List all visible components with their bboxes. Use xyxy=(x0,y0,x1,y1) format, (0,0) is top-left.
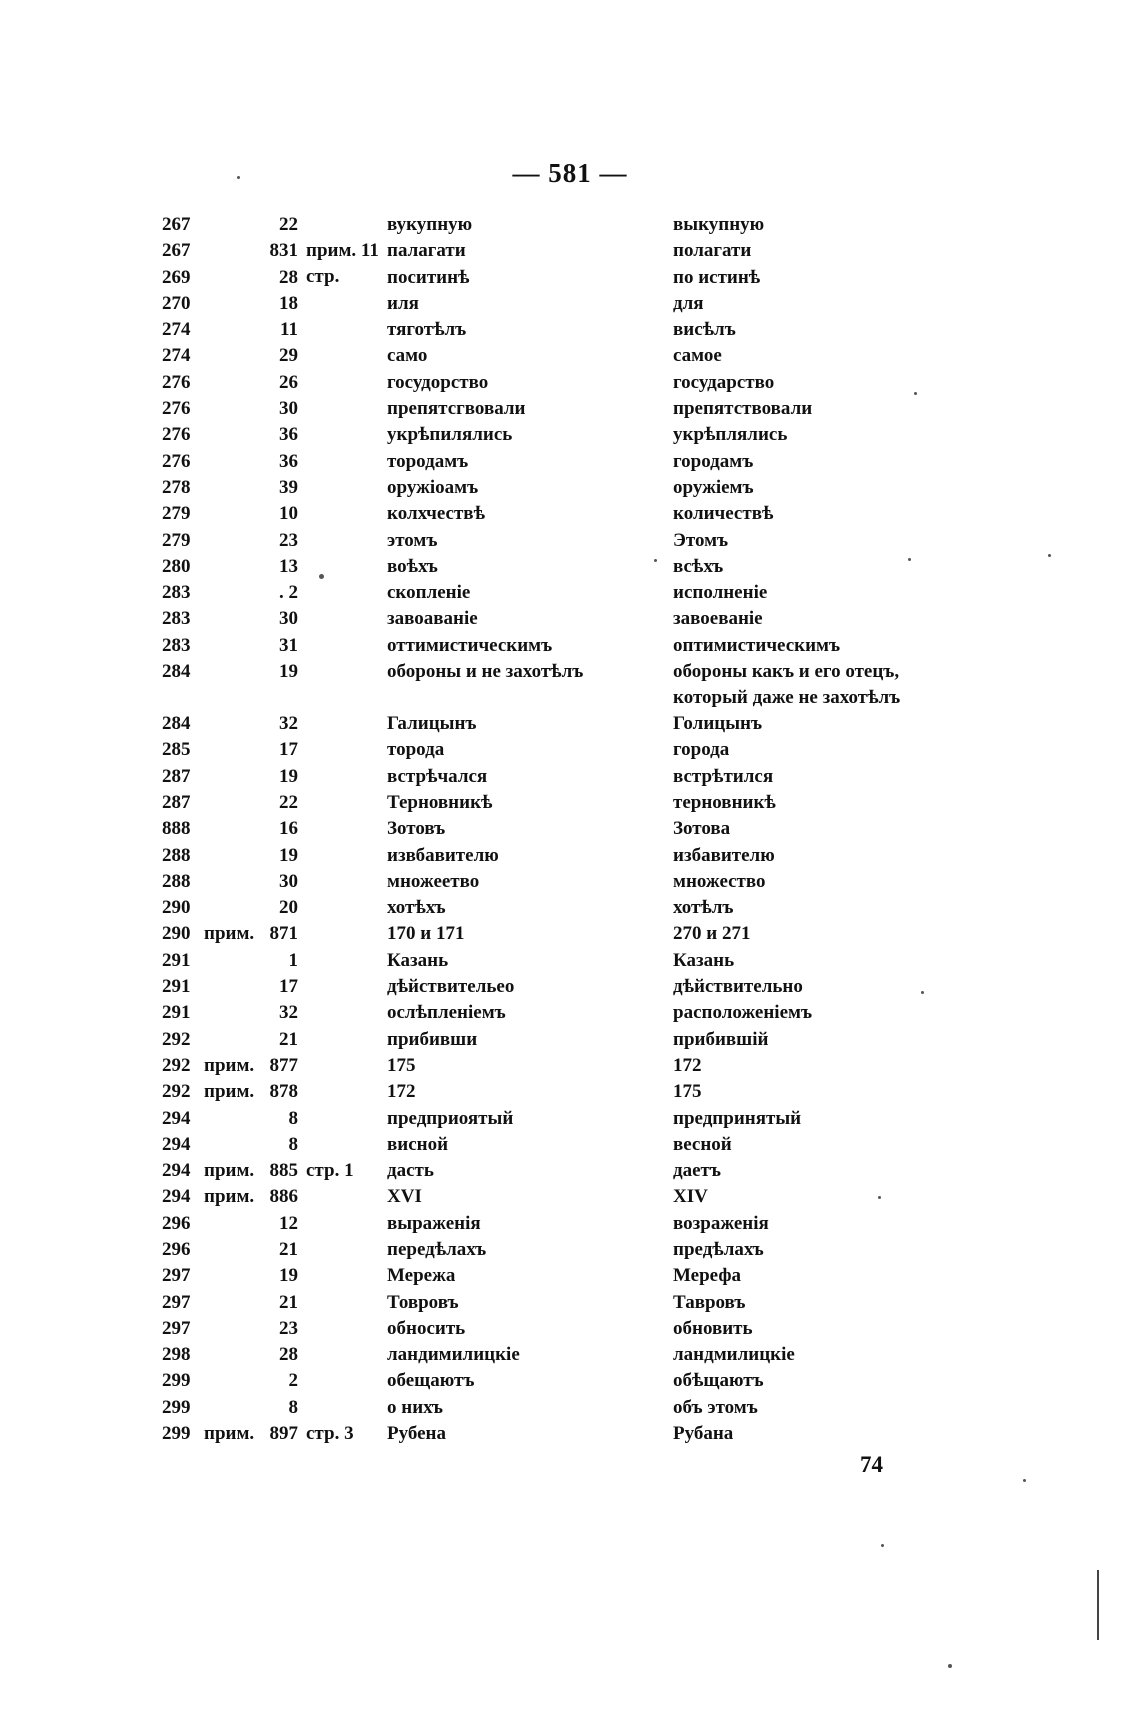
table-row xyxy=(0,580,1140,606)
line-number: 29 xyxy=(279,345,298,367)
page-number: 299 xyxy=(162,1370,191,1392)
page-number: 288 xyxy=(162,870,191,892)
wrong-text: Терновникѣ xyxy=(387,791,493,813)
wrong-text: само xyxy=(387,345,428,367)
correct-text: Рубана xyxy=(673,1423,734,1445)
page-number: 283 xyxy=(162,634,191,656)
table-row xyxy=(0,711,1140,737)
wrong-text: хотѣхъ xyxy=(387,897,446,919)
line-number: 21 xyxy=(279,1291,298,1313)
correct-text: весной xyxy=(673,1133,732,1155)
correct-text: встрѣтился xyxy=(673,765,774,787)
note-label: прим. xyxy=(204,1423,255,1445)
line-number: 20 xyxy=(279,897,298,919)
page-number: 284 xyxy=(162,661,191,683)
page-number: 267 xyxy=(162,240,191,262)
table-row xyxy=(0,1184,1140,1210)
page-number: 285 xyxy=(162,739,191,761)
line-number: 39 xyxy=(279,476,298,498)
wrong-text: предприоятый xyxy=(387,1107,514,1129)
line-number: 19 xyxy=(279,844,298,866)
scan-edge-line xyxy=(1097,1570,1099,1640)
correct-text: города xyxy=(673,739,730,761)
page-number: 274 xyxy=(162,345,191,367)
correct-text: количествѣ xyxy=(673,503,774,525)
table-row xyxy=(0,921,1140,947)
line-number: 21 xyxy=(279,1028,298,1050)
scan-speck xyxy=(878,1196,881,1199)
wrong-text: колхчествѣ xyxy=(387,503,485,525)
table-row xyxy=(0,764,1140,790)
table-row xyxy=(0,528,1140,554)
line-number: 885 xyxy=(269,1160,298,1182)
wrong-text: оттимистическимъ xyxy=(387,634,553,656)
correct-text: всѣхъ xyxy=(673,555,724,577)
wrong-text: скопленіе xyxy=(387,582,471,604)
line-number: 30 xyxy=(279,608,298,630)
page-number: 296 xyxy=(162,1212,191,1234)
page-number: 294 xyxy=(162,1133,191,1155)
table-row xyxy=(0,1132,1140,1158)
line-number: 32 xyxy=(279,1002,298,1024)
page-number: 294 xyxy=(162,1160,191,1182)
page-number: 290 xyxy=(162,897,191,919)
table-row xyxy=(0,1316,1140,1342)
errata-table xyxy=(0,212,1140,1447)
page-title: — 581 — xyxy=(512,158,628,188)
correct-text: Тавровъ xyxy=(673,1291,746,1313)
line-number: 13 xyxy=(279,555,298,577)
correct-text: объ этомъ xyxy=(673,1396,758,1418)
table-row xyxy=(0,1342,1140,1368)
wrong-text: дасть xyxy=(387,1160,434,1182)
table-row xyxy=(0,1421,1140,1447)
wrong-text: обещаютъ xyxy=(387,1370,475,1392)
line-number: 8 xyxy=(288,1396,298,1418)
table-row xyxy=(0,265,1140,291)
table-row xyxy=(0,1027,1140,1053)
page-number: 290 xyxy=(162,923,191,945)
page-number: 298 xyxy=(162,1344,191,1366)
table-row xyxy=(0,291,1140,317)
table-row xyxy=(0,974,1140,1000)
line-number: 23 xyxy=(279,529,298,551)
page-number: 267 xyxy=(162,214,191,235)
table-row xyxy=(0,449,1140,475)
table-row xyxy=(0,1000,1140,1026)
line-number: 26 xyxy=(279,371,298,393)
page-number: 297 xyxy=(162,1265,191,1287)
page-number: 287 xyxy=(162,765,191,787)
table-row xyxy=(0,948,1140,974)
scan-speck xyxy=(921,991,924,994)
wrong-text: Галицынъ xyxy=(387,713,477,735)
line-number: . 2 xyxy=(279,582,298,604)
table-row xyxy=(0,1237,1140,1263)
wrong-text: иля xyxy=(387,292,419,314)
scan-speck xyxy=(948,1664,952,1668)
correct-text: висѣлъ xyxy=(673,319,736,341)
wrong-text: препятсгвовали xyxy=(387,398,526,420)
wrong-text: этомъ xyxy=(387,529,438,551)
page-number: 292 xyxy=(162,1081,191,1103)
correct-text: обновить xyxy=(673,1317,753,1339)
table-row xyxy=(0,737,1140,763)
correct-text: множество xyxy=(673,870,766,892)
wrong-text: Казань xyxy=(387,949,449,971)
line-number: 886 xyxy=(269,1186,298,1208)
scan-speck xyxy=(319,574,324,579)
correct-text: завоеваніе xyxy=(673,608,763,630)
wrong-text: обороны и не захотѣлъ xyxy=(387,661,584,683)
correct-text: дѣйствительно xyxy=(673,976,803,998)
correct-text: по истинѣ xyxy=(673,266,761,288)
wrong-text: Зотовъ xyxy=(387,818,446,840)
line-number: 8 xyxy=(288,1107,298,1129)
table-row xyxy=(0,895,1140,921)
page-number: 280 xyxy=(162,555,191,577)
table-row xyxy=(0,1079,1140,1105)
wrong-text: передѣлахъ xyxy=(387,1238,487,1260)
line-number: 31 xyxy=(279,634,298,656)
extra-ref: стр. 3 xyxy=(306,1423,354,1445)
table-row xyxy=(0,317,1140,343)
line-number: 18 xyxy=(279,292,298,314)
scan-speck xyxy=(237,176,240,179)
line-number: 28 xyxy=(279,1344,298,1366)
wrong-text: встрѣчался xyxy=(387,765,488,787)
correct-text: 172 xyxy=(673,1054,702,1076)
page-number: 297 xyxy=(162,1291,191,1313)
table-row xyxy=(0,370,1140,396)
wrong-text: 170 и 171 xyxy=(387,923,465,945)
wrong-text: поситинѣ xyxy=(387,266,470,288)
scan-speck xyxy=(1023,1479,1026,1482)
table-row xyxy=(0,501,1140,527)
table-row xyxy=(0,1211,1140,1237)
page-number: 288 xyxy=(162,844,191,866)
page-number: 299 xyxy=(162,1396,191,1418)
line-number: 878 xyxy=(269,1081,298,1103)
page-number: 284 xyxy=(162,713,191,735)
line-number: 32 xyxy=(279,713,298,735)
table-row xyxy=(0,869,1140,895)
page-number: 292 xyxy=(162,1028,191,1050)
line-number: 21 xyxy=(279,1238,298,1260)
line-number: 11 xyxy=(280,319,298,341)
wrong-text: завоаваніе xyxy=(387,608,478,630)
scan-speck xyxy=(881,1544,884,1547)
signature-mark: 74 xyxy=(860,1452,883,1477)
correct-text: Этомъ xyxy=(673,529,729,551)
wrong-text: госудорство xyxy=(387,371,489,393)
table-row xyxy=(0,633,1140,659)
page-number: 294 xyxy=(162,1186,191,1208)
line-number: 23 xyxy=(279,1317,298,1339)
table-row xyxy=(0,1053,1140,1079)
correct-text: терновникѣ xyxy=(673,791,776,813)
correct-text: предпринятый xyxy=(673,1107,802,1129)
wrong-text: оружіоамъ xyxy=(387,476,479,498)
line-number: 16 xyxy=(279,818,298,840)
page-number: 296 xyxy=(162,1238,191,1260)
correct-text: оружіемъ xyxy=(673,476,754,498)
wrong-text: вукупную xyxy=(387,214,473,235)
table-row xyxy=(0,1395,1140,1421)
scan-speck xyxy=(914,392,917,395)
line-number: 2 xyxy=(288,1370,298,1392)
wrong-text: тородамъ xyxy=(387,450,469,472)
wrong-text: XVI xyxy=(387,1186,422,1208)
wrong-text: ослѣпленіемъ xyxy=(387,1002,506,1024)
table-row xyxy=(0,1368,1140,1394)
wrong-text: прибивши xyxy=(387,1028,478,1050)
wrong-text: Товровъ xyxy=(387,1291,459,1313)
wrong-text: торода xyxy=(387,739,445,761)
correct-text: хотѣлъ xyxy=(673,897,734,919)
line-number: 28 xyxy=(279,266,298,288)
extra-ref: прим. 11 стр. xyxy=(306,240,379,288)
page-number: 278 xyxy=(162,476,191,498)
table-row xyxy=(0,606,1140,632)
correct-text: для xyxy=(673,292,704,314)
correct-text: XIV xyxy=(673,1186,708,1208)
page-number: 269 xyxy=(162,266,191,288)
wrong-text: 172 xyxy=(387,1081,416,1103)
correct-text: государство xyxy=(673,371,775,393)
line-number: 30 xyxy=(279,398,298,420)
correct-text: Голицынъ xyxy=(673,713,763,735)
page-number: 283 xyxy=(162,608,191,630)
table-row xyxy=(0,475,1140,501)
wrong-text: обносить xyxy=(387,1317,466,1339)
table-row xyxy=(0,396,1140,422)
line-number: 10 xyxy=(279,503,298,525)
page-number: 292 xyxy=(162,1054,191,1076)
wrong-text: Рубена xyxy=(387,1423,446,1445)
line-number: 36 xyxy=(279,424,298,446)
correct-text: полагати xyxy=(673,240,752,262)
wrong-text: извбавителю xyxy=(387,844,499,866)
page-number: 274 xyxy=(162,319,191,341)
correct-text: предѣлахъ xyxy=(673,1238,764,1260)
line-number: 30 xyxy=(279,870,298,892)
correct-text: даетъ xyxy=(673,1160,721,1182)
note-label: прим. xyxy=(204,1186,255,1208)
note-label: прим. xyxy=(204,1054,255,1076)
page-number: 888 xyxy=(162,818,191,840)
line-number: 36 xyxy=(279,450,298,472)
correct-text: Казань xyxy=(673,949,735,971)
page-number: 291 xyxy=(162,976,191,998)
correct-text: расположеніемъ xyxy=(673,1002,813,1024)
page-number: 279 xyxy=(162,503,191,525)
page-number: 276 xyxy=(162,398,191,420)
wrong-text: укрѣпилялись xyxy=(387,424,513,446)
page-number: 299 xyxy=(162,1423,191,1445)
correct-text: выкупную xyxy=(673,214,765,235)
wrong-text: тяготѣлъ xyxy=(387,319,467,341)
page-number: 297 xyxy=(162,1317,191,1339)
extra-ref: стр. 1 xyxy=(306,1160,354,1182)
page-number: 294 xyxy=(162,1107,191,1129)
correct-text: 175 xyxy=(673,1081,702,1103)
table-row xyxy=(0,1158,1140,1184)
wrong-text: Мережа xyxy=(387,1265,456,1287)
note-label: прим. xyxy=(204,923,255,945)
line-number: 19 xyxy=(279,661,298,683)
line-number: 22 xyxy=(279,791,298,813)
wrong-text: выраженія xyxy=(387,1212,481,1234)
correct-text: обѣщаютъ xyxy=(673,1370,764,1392)
scan-speck xyxy=(908,558,911,561)
table-row xyxy=(0,212,1140,238)
line-number: 19 xyxy=(279,1265,298,1287)
correct-text: городамъ xyxy=(673,450,754,472)
table-row xyxy=(0,659,1140,711)
wrong-text: о нихъ xyxy=(387,1396,443,1418)
table-row xyxy=(0,843,1140,869)
note-label: прим. xyxy=(204,1160,255,1182)
wrong-text: дѣйствительео xyxy=(387,976,515,998)
page-number: 287 xyxy=(162,791,191,813)
line-number: 19 xyxy=(279,765,298,787)
table-row xyxy=(0,422,1140,448)
wrong-text: ландимилицкіе xyxy=(387,1344,520,1366)
page-number: 279 xyxy=(162,529,191,551)
line-number: 8 xyxy=(288,1133,298,1155)
correct-text: самое xyxy=(673,345,722,367)
table-row xyxy=(0,790,1140,816)
line-number: 877 xyxy=(269,1054,298,1076)
wrong-text: висной xyxy=(387,1133,449,1155)
scan-speck xyxy=(654,559,657,562)
wrong-text: множеетво xyxy=(387,870,480,892)
table-row xyxy=(0,1106,1140,1132)
note-label: прим. xyxy=(204,1081,255,1103)
line-number: 22 xyxy=(279,214,298,235)
table-row xyxy=(0,343,1140,369)
page-number: 276 xyxy=(162,450,191,472)
correct-text: исполненіе xyxy=(673,582,768,604)
correct-text: прибившій xyxy=(673,1028,769,1050)
correct-text: избавителю xyxy=(673,844,775,866)
correct-text: обороны какъ и его отецъ, xyxy=(673,661,900,683)
correct-text: возраженія xyxy=(673,1212,769,1234)
page-number: 291 xyxy=(162,1002,191,1024)
page-number: 291 xyxy=(162,949,191,971)
correct-text: Мерефа xyxy=(673,1265,741,1287)
correct-text: препятствовали xyxy=(673,398,813,420)
table-row xyxy=(0,1263,1140,1289)
correct-text: 270 и 271 xyxy=(673,923,751,945)
line-number: 12 xyxy=(279,1212,298,1234)
line-number: 17 xyxy=(279,976,298,998)
page-number: 276 xyxy=(162,371,191,393)
correct-text: Зотова xyxy=(673,818,731,840)
correct-text: оптимистическимъ xyxy=(673,634,841,656)
wrong-text: палагати xyxy=(387,240,466,262)
correct-text: укрѣплялись xyxy=(673,424,788,446)
page-number: 276 xyxy=(162,424,191,446)
line-number: 831 xyxy=(269,240,298,262)
wrong-text: воѣхъ xyxy=(387,555,438,577)
correct-text-continuation: который даже не захотѣлъ xyxy=(673,687,901,709)
line-number: 1 xyxy=(288,949,298,971)
correct-text: ландмилицкіе xyxy=(673,1344,795,1366)
line-number: 871 xyxy=(269,923,298,945)
page-number: 270 xyxy=(162,292,191,314)
page-number: 283 xyxy=(162,582,191,604)
line-number: 897 xyxy=(269,1423,298,1445)
line-number: 17 xyxy=(279,739,298,761)
table-row xyxy=(0,1290,1140,1316)
table-row xyxy=(0,554,1140,580)
wrong-text: 175 xyxy=(387,1054,416,1076)
table-row xyxy=(0,816,1140,842)
scan-speck xyxy=(1048,554,1051,557)
